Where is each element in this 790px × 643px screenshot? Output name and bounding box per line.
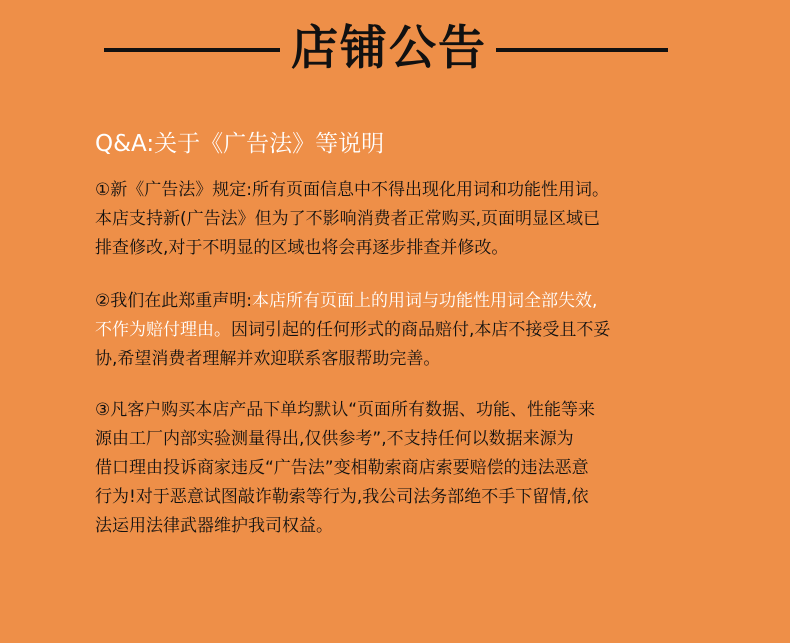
notice-line: [95, 234, 695, 263]
notice-text: 源由工厂内部实验测量得出,仅供参考”,不支持任何以数据来源为: [95, 429, 574, 449]
notice-text: 法运用法律武器维护我司权益。: [95, 516, 333, 536]
notice-text: 排查修改,对于不明显的区域也将会再逐步排查并修改。: [95, 238, 509, 258]
notice-text: ①新《广告法》规定:所有页面信息中不得出现化用词和功能性用词。: [95, 180, 609, 200]
notice-text: 行为!对于恶意试图敲诈勒索等行为,我公司法务部绝不手下留情,依: [95, 487, 589, 507]
notice-line: [95, 205, 695, 234]
notice-text: 借口理由投诉商家违反“广告法”变相勒索商店索要赔偿的违法恶意: [95, 458, 589, 478]
notice-line: [95, 454, 695, 483]
notice-line: [95, 176, 695, 205]
notice-text: 本店支持新(广告法》但为了不影响消费者正常购买,页面明显区域已: [95, 209, 601, 229]
notice-line: [95, 345, 695, 374]
notice-paragraph-1: [95, 176, 695, 263]
notice-line: [95, 287, 695, 316]
notice-text: 协,希望消费者理解并欢迎联系客服帮助完善。: [95, 349, 441, 369]
highlighted-text: 本店所有页面上的用词与功能性用词全部失效,: [251, 291, 598, 311]
notice-text: ③凡客户购买本店产品下单均默认“页面所有数据、功能、性能等来: [95, 400, 596, 420]
notice-paragraph-3: [95, 396, 695, 541]
notice-text: 因词引起的任何形式的商品赔付,本店不接受且不妥: [231, 320, 611, 340]
notice-paragraph-2: [95, 287, 695, 374]
notice-line: [95, 396, 695, 425]
highlighted-text: 不作为赔付理由。: [95, 320, 231, 340]
announcement-header: [0, 14, 790, 84]
notice-text: ②我们在此郑重声明:: [95, 291, 252, 311]
page-title: 店铺公告: [291, 21, 487, 76]
title-divider-right: [496, 48, 668, 52]
title-divider-left: [104, 48, 280, 52]
notice-line: [95, 425, 695, 454]
qa-subtitle: Q&A:关于《广告法》等说明: [95, 131, 385, 157]
notice-line: [95, 316, 695, 345]
notice-line: [95, 483, 695, 512]
notice-line: [95, 512, 695, 541]
